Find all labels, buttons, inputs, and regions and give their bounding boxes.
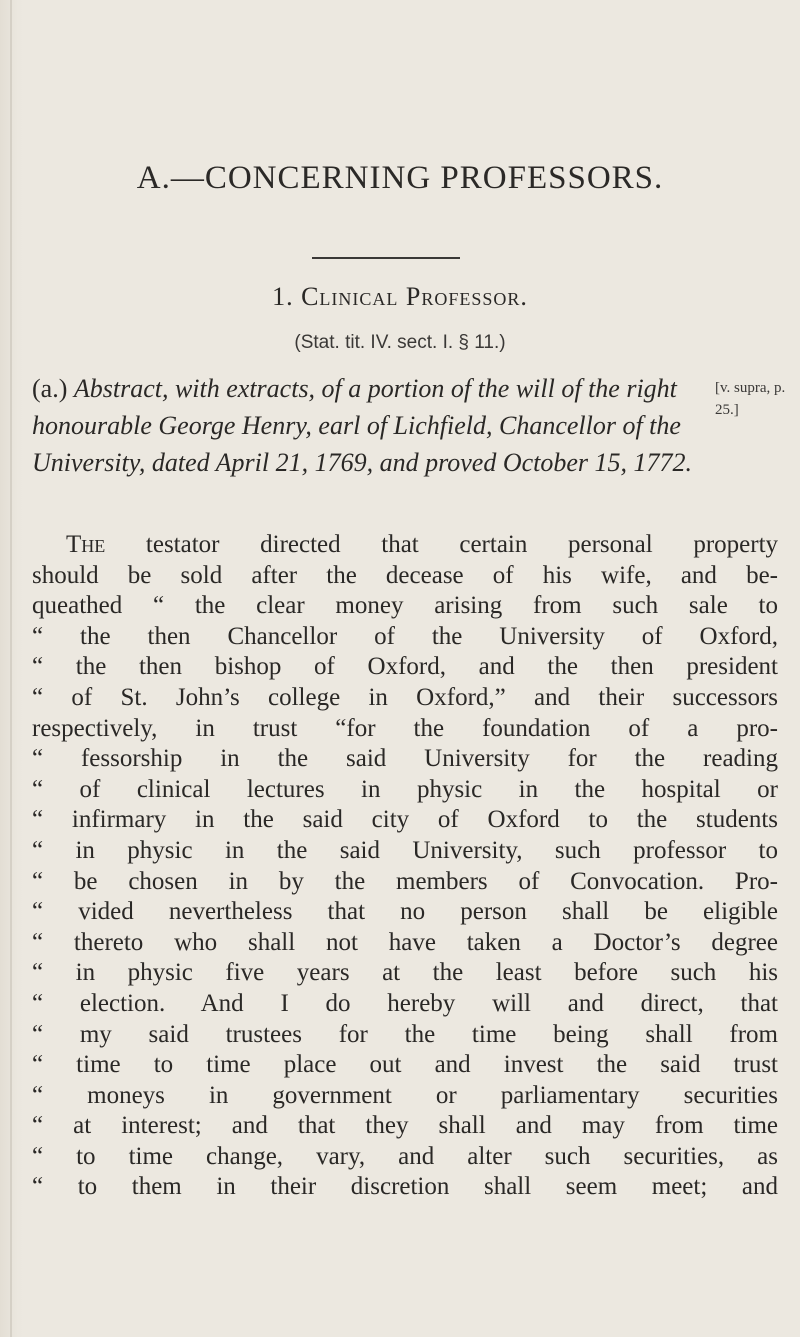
body-line: “ vided nevertheless that no person shall be eligible xyxy=(32,898,778,926)
abstract-label: (a.) xyxy=(32,374,68,403)
body-line: “ at interest; and that they shall and may from time xyxy=(32,1112,778,1140)
part-heading: A.—CONCERNING PROFESSORS. xyxy=(136,160,664,196)
body-line: The testator directed that certain personal property xyxy=(66,531,779,558)
abstract-title: Abstract, with extracts, of a portion of the will of the right honourable George Henry, earl of Lichfield, Chancellor of the University, dated April 21, 1769, and proved October 15, 1772. xyxy=(32,374,693,477)
body-line: “ thereto who shall not have taken a Doctor’s degree xyxy=(32,928,778,956)
body-line: “ in physic in the said University, such professor to xyxy=(32,836,778,864)
abstract-heading xyxy=(32,370,712,481)
body-line: “ election. And I do hereby will and direct, that xyxy=(32,989,778,1017)
body-line: respectively, in trust “for the foundation of a pro- xyxy=(32,714,778,742)
body-line: “ the then bishop of Oxford, and the then president xyxy=(32,653,778,681)
body-line: “ infirmary in the said city of Oxford to the students xyxy=(32,806,778,834)
body-line: “ fessorship in the said University for the reading xyxy=(32,745,778,773)
body-line: “ of St. John’s college in Oxford,” and their successors xyxy=(32,683,778,711)
body-line: “ be chosen in by the members of Convocation. Pro- xyxy=(32,867,778,895)
body-line: “ time to time place out and invest the said trust xyxy=(32,1051,778,1079)
body-line: “ in physic five years at the least before such his xyxy=(32,959,778,987)
body-line: “ of clinical lectures in physic in the hospital or xyxy=(32,775,778,803)
section-heading: 1. Clinical Professor. xyxy=(272,282,528,311)
body-line: “ moneys in government or parliamentary securities xyxy=(32,1081,778,1109)
statute-reference: (Stat. tit. IV. sect. I. § 11.) xyxy=(294,332,506,353)
body-line: “ the then Chancellor of the University of Oxford, xyxy=(32,622,778,650)
body-first-word: The xyxy=(66,531,106,558)
body-line: “ my said trustees for the time being shall from xyxy=(32,1020,778,1048)
margin-note: [v. supra, p. 25.] xyxy=(715,380,786,418)
body-line: should be sold after the decease of his wife, and be- xyxy=(32,561,778,589)
body-text xyxy=(32,530,778,1203)
heading-rule xyxy=(312,257,460,259)
body-line: queathed “ the clear money arising from such sale to xyxy=(32,592,778,620)
body-line: “ to them in their discretion shall seem meet; and xyxy=(32,1173,778,1201)
body-line: “ to time change, vary, and alter such securities, as xyxy=(32,1142,778,1170)
